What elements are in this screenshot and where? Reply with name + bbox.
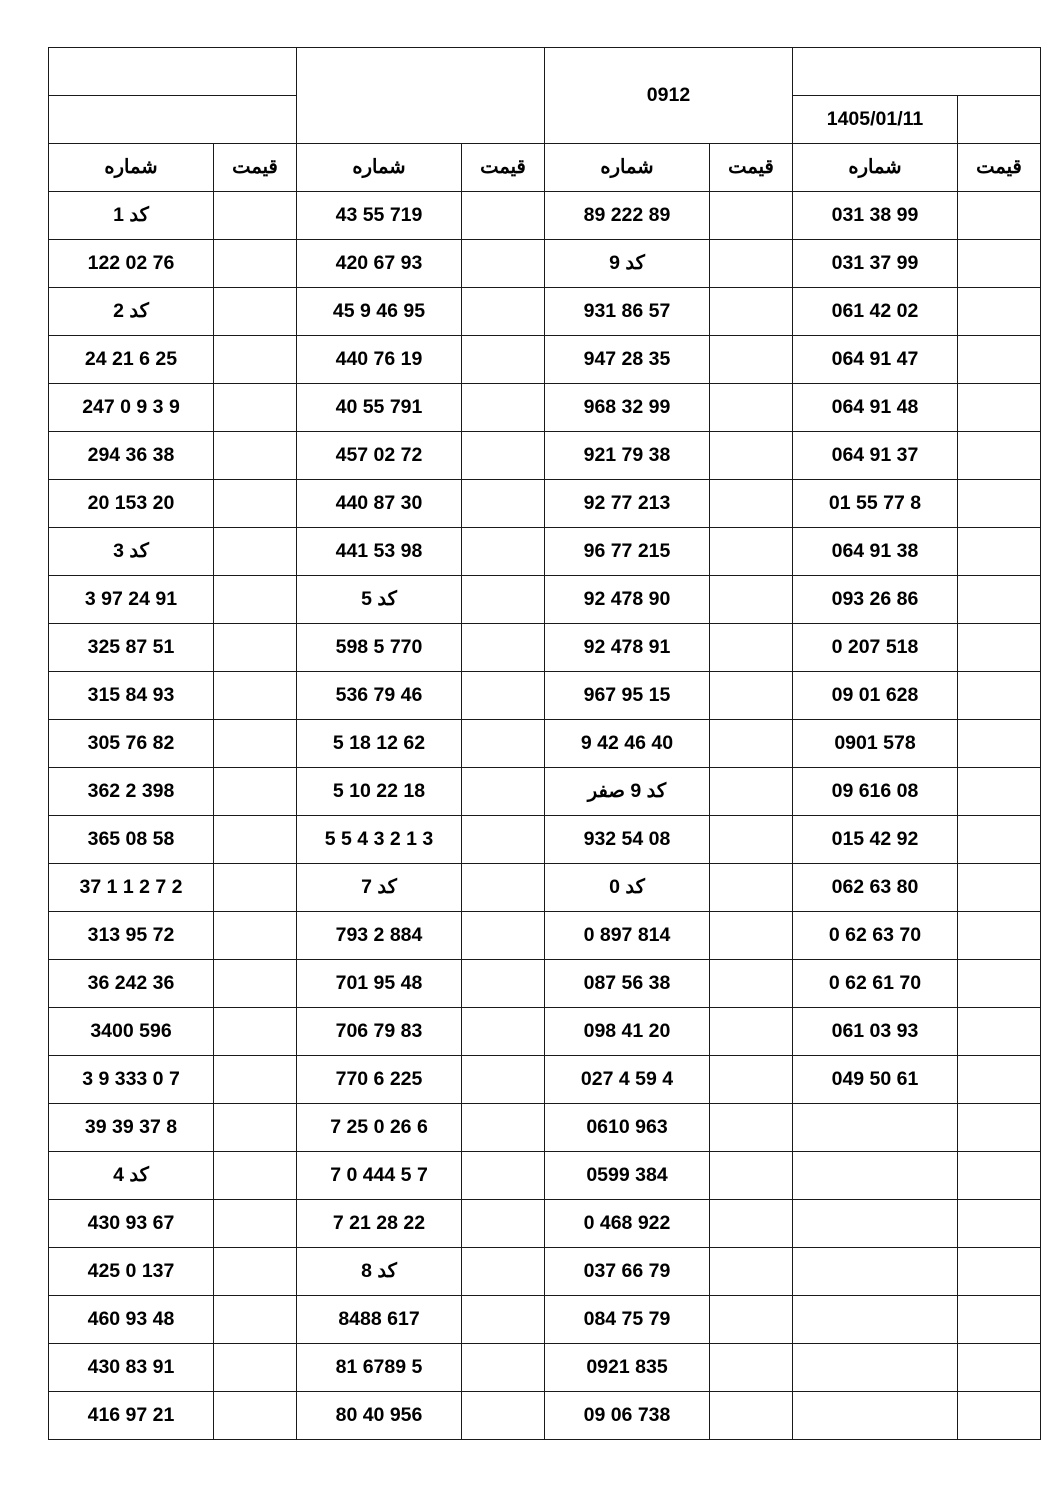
table-row bbox=[49, 240, 1041, 288]
phone-number-cell[interactable]: 062 63 80 bbox=[793, 864, 958, 912]
code-group-label[interactable]: کد 7 bbox=[297, 864, 462, 912]
price-cell[interactable] bbox=[214, 1248, 297, 1296]
column-header-price: قیمت bbox=[462, 144, 545, 192]
price-cell[interactable] bbox=[710, 1392, 793, 1440]
phone-number-cell[interactable]: 43 55 719 bbox=[297, 192, 462, 240]
phone-number-cell[interactable]: 098 41 20 bbox=[545, 1008, 710, 1056]
price-cell[interactable] bbox=[710, 480, 793, 528]
price-cell[interactable] bbox=[214, 240, 297, 288]
table-row bbox=[49, 288, 1041, 336]
price-cell[interactable] bbox=[214, 288, 297, 336]
phone-number-cell[interactable]: 362 2 398 bbox=[49, 768, 214, 816]
price-cell[interactable] bbox=[710, 1008, 793, 1056]
empty-number-cell bbox=[793, 1104, 958, 1152]
price-cell[interactable] bbox=[462, 576, 545, 624]
price-cell[interactable] bbox=[710, 288, 793, 336]
price-cell[interactable] bbox=[710, 1152, 793, 1200]
phone-number-cell[interactable]: 416 97 21 bbox=[49, 1392, 214, 1440]
phone-number-cell[interactable]: 92 478 91 bbox=[545, 624, 710, 672]
phone-number-cell[interactable]: 5 18 12 62 bbox=[297, 720, 462, 768]
phone-number-cell[interactable]: 0610 963 bbox=[545, 1104, 710, 1152]
empty-price-cell bbox=[958, 1296, 1041, 1344]
price-cell[interactable] bbox=[462, 768, 545, 816]
price-cell[interactable] bbox=[710, 1344, 793, 1392]
price-cell[interactable] bbox=[710, 1104, 793, 1152]
table-row bbox=[49, 672, 1041, 720]
phone-number-cell[interactable]: 440 87 30 bbox=[297, 480, 462, 528]
price-cell[interactable] bbox=[958, 672, 1041, 720]
phone-number-cell[interactable]: 064 91 37 bbox=[793, 432, 958, 480]
price-cell[interactable] bbox=[462, 1248, 545, 1296]
header-blank-left-bottom bbox=[49, 96, 297, 144]
price-cell[interactable] bbox=[214, 192, 297, 240]
phone-number-cell[interactable]: 706 79 83 bbox=[297, 1008, 462, 1056]
price-cell[interactable] bbox=[214, 1152, 297, 1200]
phone-number-cell[interactable]: 0 468 922 bbox=[545, 1200, 710, 1248]
price-cell[interactable] bbox=[958, 864, 1041, 912]
price-cell[interactable] bbox=[958, 624, 1041, 672]
price-cell[interactable] bbox=[462, 336, 545, 384]
phone-number-cell[interactable]: 064 91 38 bbox=[793, 528, 958, 576]
price-cell[interactable] bbox=[710, 720, 793, 768]
table-row bbox=[49, 1392, 1041, 1440]
empty-number-cell bbox=[793, 1200, 958, 1248]
table-row bbox=[49, 1200, 1041, 1248]
table-row bbox=[49, 336, 1041, 384]
phone-number-cell[interactable]: 122 02 76 bbox=[49, 240, 214, 288]
price-cell[interactable] bbox=[710, 768, 793, 816]
price-cell[interactable] bbox=[214, 1056, 297, 1104]
phone-number-cell[interactable]: 441 53 98 bbox=[297, 528, 462, 576]
table-row bbox=[49, 624, 1041, 672]
price-cell[interactable] bbox=[710, 528, 793, 576]
price-cell[interactable] bbox=[710, 576, 793, 624]
price-cell[interactable] bbox=[214, 1296, 297, 1344]
phone-number-cell[interactable]: 80 40 956 bbox=[297, 1392, 462, 1440]
code-group-label[interactable]: کد 3 bbox=[49, 528, 214, 576]
phone-number-cell[interactable]: 061 03 93 bbox=[793, 1008, 958, 1056]
price-cell[interactable] bbox=[958, 288, 1041, 336]
table-row bbox=[49, 912, 1041, 960]
price-cell[interactable] bbox=[462, 1056, 545, 1104]
phone-number-cell[interactable]: 084 75 79 bbox=[545, 1296, 710, 1344]
header-blank-right-bottom bbox=[958, 96, 1041, 144]
phone-number-cell[interactable]: 325 87 51 bbox=[49, 624, 214, 672]
code-group-label[interactable]: کد 9 صفر bbox=[545, 768, 710, 816]
sheet-date: 1405/01/11 bbox=[793, 96, 958, 144]
phone-number-cell[interactable]: 947 28 35 bbox=[545, 336, 710, 384]
column-header-number: شماره bbox=[545, 144, 710, 192]
phone-number-cell[interactable]: 701 95 48 bbox=[297, 960, 462, 1008]
price-cell[interactable] bbox=[214, 576, 297, 624]
phone-number-cell[interactable]: 0921 835 bbox=[545, 1344, 710, 1392]
phone-number-cell[interactable]: 770 6 225 bbox=[297, 1056, 462, 1104]
price-cell[interactable] bbox=[958, 1008, 1041, 1056]
phone-number-cell[interactable]: 20 153 20 bbox=[49, 480, 214, 528]
phone-number-cell[interactable]: 45 9 46 95 bbox=[297, 288, 462, 336]
phone-number-cell[interactable]: 598 5 770 bbox=[297, 624, 462, 672]
sheet-title: 0912 bbox=[545, 48, 793, 144]
table-row bbox=[49, 1152, 1041, 1200]
phone-number-cell[interactable]: 01 55 77 8 bbox=[793, 480, 958, 528]
price-cell[interactable] bbox=[462, 1200, 545, 1248]
header-blank-right-top bbox=[793, 48, 1041, 96]
empty-number-cell bbox=[793, 1248, 958, 1296]
phone-number-cell[interactable]: 8488 617 bbox=[297, 1296, 462, 1344]
empty-number-cell bbox=[793, 1344, 958, 1392]
column-header-price: قیمت bbox=[958, 144, 1041, 192]
price-cell[interactable] bbox=[214, 336, 297, 384]
empty-price-cell bbox=[958, 1344, 1041, 1392]
phone-number-cell[interactable]: 064 91 48 bbox=[793, 384, 958, 432]
phone-number-price-table bbox=[48, 47, 1041, 1440]
table-row bbox=[49, 1248, 1041, 1296]
code-group-label[interactable]: کد 5 bbox=[297, 576, 462, 624]
price-cell[interactable] bbox=[710, 912, 793, 960]
phone-number-cell[interactable]: 315 84 93 bbox=[49, 672, 214, 720]
empty-price-cell bbox=[958, 1104, 1041, 1152]
price-cell[interactable] bbox=[214, 1200, 297, 1248]
phone-number-cell[interactable]: 5 10 22 18 bbox=[297, 768, 462, 816]
price-cell[interactable] bbox=[710, 624, 793, 672]
empty-number-cell bbox=[793, 1296, 958, 1344]
table-row bbox=[49, 480, 1041, 528]
phone-number-cell[interactable]: 9 42 46 40 bbox=[545, 720, 710, 768]
table-row bbox=[49, 192, 1041, 240]
phone-number-cell[interactable]: 37 1 1 2 7 2 bbox=[49, 864, 214, 912]
price-cell[interactable] bbox=[462, 240, 545, 288]
price-cell[interactable] bbox=[958, 576, 1041, 624]
column-header-number: شماره bbox=[793, 144, 958, 192]
phone-number-cell[interactable]: 36 242 36 bbox=[49, 960, 214, 1008]
phone-number-cell[interactable]: 430 93 67 bbox=[49, 1200, 214, 1248]
price-cell[interactable] bbox=[710, 672, 793, 720]
price-cell[interactable] bbox=[214, 1104, 297, 1152]
price-cell[interactable] bbox=[958, 960, 1041, 1008]
phone-number-cell[interactable]: 921 79 38 bbox=[545, 432, 710, 480]
phone-number-cell[interactable]: 430 83 91 bbox=[49, 1344, 214, 1392]
price-cell[interactable] bbox=[710, 960, 793, 1008]
phone-number-cell[interactable]: 96 77 215 bbox=[545, 528, 710, 576]
price-cell[interactable] bbox=[958, 912, 1041, 960]
price-cell[interactable] bbox=[214, 1392, 297, 1440]
phone-number-cell[interactable]: 061 42 02 bbox=[793, 288, 958, 336]
phone-number-cell[interactable]: 0 897 814 bbox=[545, 912, 710, 960]
price-cell[interactable] bbox=[710, 240, 793, 288]
table-row bbox=[49, 528, 1041, 576]
phone-number-cell[interactable]: 7 0 444 5 7 bbox=[297, 1152, 462, 1200]
phone-number-cell[interactable]: 294 36 38 bbox=[49, 432, 214, 480]
phone-number-cell[interactable]: 015 42 92 bbox=[793, 816, 958, 864]
table-row bbox=[49, 384, 1041, 432]
phone-number-cell[interactable]: 7 21 28 22 bbox=[297, 1200, 462, 1248]
phone-number-cell[interactable]: 247 0 9 3 9 bbox=[49, 384, 214, 432]
phone-number-cell[interactable]: 093 26 86 bbox=[793, 576, 958, 624]
price-cell[interactable] bbox=[214, 432, 297, 480]
table-row bbox=[49, 720, 1041, 768]
price-cell[interactable] bbox=[958, 480, 1041, 528]
column-header-price: قیمت bbox=[710, 144, 793, 192]
phone-number-cell[interactable]: 460 93 48 bbox=[49, 1296, 214, 1344]
price-cell[interactable] bbox=[958, 384, 1041, 432]
header-blank-second bbox=[297, 48, 545, 144]
price-cell[interactable] bbox=[462, 912, 545, 960]
phone-number-cell[interactable]: 0 62 61 70 bbox=[793, 960, 958, 1008]
phone-number-cell[interactable]: 09 06 738 bbox=[545, 1392, 710, 1440]
price-cell[interactable] bbox=[462, 1104, 545, 1152]
empty-number-cell bbox=[793, 1392, 958, 1440]
code-group-label[interactable]: کد 9 bbox=[545, 240, 710, 288]
table-row bbox=[49, 864, 1041, 912]
code-group-label[interactable]: کد 0 bbox=[545, 864, 710, 912]
price-cell[interactable] bbox=[462, 1152, 545, 1200]
phone-number-cell[interactable]: 81 6789 5 bbox=[297, 1344, 462, 1392]
table-row bbox=[49, 1344, 1041, 1392]
phone-number-cell[interactable]: 40 55 791 bbox=[297, 384, 462, 432]
price-cell[interactable] bbox=[710, 1248, 793, 1296]
price-cell[interactable] bbox=[462, 1008, 545, 1056]
price-cell[interactable] bbox=[958, 768, 1041, 816]
price-cell[interactable] bbox=[462, 864, 545, 912]
price-cell[interactable] bbox=[462, 1296, 545, 1344]
price-cell[interactable] bbox=[958, 528, 1041, 576]
price-cell[interactable] bbox=[462, 432, 545, 480]
phone-number-cell[interactable]: 968 32 99 bbox=[545, 384, 710, 432]
phone-number-cell[interactable]: 457 02 72 bbox=[297, 432, 462, 480]
phone-number-cell[interactable]: 3 97 24 91 bbox=[49, 576, 214, 624]
empty-price-cell bbox=[958, 1200, 1041, 1248]
phone-number-cell[interactable]: 027 4 59 4 bbox=[545, 1056, 710, 1104]
price-cell[interactable] bbox=[214, 1008, 297, 1056]
price-cell[interactable] bbox=[958, 816, 1041, 864]
phone-number-cell[interactable]: 031 37 99 bbox=[793, 240, 958, 288]
price-cell[interactable] bbox=[462, 480, 545, 528]
phone-number-cell[interactable]: 793 2 884 bbox=[297, 912, 462, 960]
price-cell[interactable] bbox=[958, 1056, 1041, 1104]
price-cell[interactable] bbox=[214, 960, 297, 1008]
price-cell[interactable] bbox=[462, 672, 545, 720]
phone-number-cell[interactable]: 92 478 90 bbox=[545, 576, 710, 624]
price-cell[interactable] bbox=[462, 816, 545, 864]
price-cell[interactable] bbox=[710, 1200, 793, 1248]
table-row bbox=[49, 1104, 1041, 1152]
phone-number-cell[interactable]: 064 91 47 bbox=[793, 336, 958, 384]
table-row bbox=[49, 816, 1041, 864]
code-group-label[interactable]: کد 1 bbox=[49, 192, 214, 240]
price-cell[interactable] bbox=[214, 480, 297, 528]
price-cell[interactable] bbox=[214, 528, 297, 576]
phone-number-cell[interactable]: 0 207 518 bbox=[793, 624, 958, 672]
phone-number-cell[interactable]: 5 5 4 3 2 1 3 bbox=[297, 816, 462, 864]
price-cell[interactable] bbox=[958, 240, 1041, 288]
phone-number-cell[interactable]: 305 76 82 bbox=[49, 720, 214, 768]
table-row bbox=[49, 960, 1041, 1008]
price-cell[interactable] bbox=[958, 432, 1041, 480]
price-cell[interactable] bbox=[462, 624, 545, 672]
price-cell[interactable] bbox=[710, 816, 793, 864]
phone-number-cell[interactable]: 087 56 38 bbox=[545, 960, 710, 1008]
price-cell[interactable] bbox=[214, 720, 297, 768]
phone-number-cell[interactable]: 425 0 137 bbox=[49, 1248, 214, 1296]
price-cell[interactable] bbox=[214, 1344, 297, 1392]
phone-number-cell[interactable]: 92 77 213 bbox=[545, 480, 710, 528]
code-group-label[interactable]: کد 2 bbox=[49, 288, 214, 336]
price-cell[interactable] bbox=[710, 1296, 793, 1344]
phone-number-cell[interactable]: 39 39 37 8 bbox=[49, 1104, 214, 1152]
phone-number-cell[interactable]: 0 62 63 70 bbox=[793, 912, 958, 960]
phone-number-cell[interactable]: 3400 596 bbox=[49, 1008, 214, 1056]
phone-number-cell[interactable]: 967 95 15 bbox=[545, 672, 710, 720]
price-cell[interactable] bbox=[214, 864, 297, 912]
phone-number-cell[interactable]: 365 08 58 bbox=[49, 816, 214, 864]
table-row bbox=[49, 1296, 1041, 1344]
price-cell[interactable] bbox=[958, 336, 1041, 384]
price-cell[interactable] bbox=[462, 1344, 545, 1392]
price-cell[interactable] bbox=[462, 528, 545, 576]
phone-number-cell[interactable]: 0901 578 bbox=[793, 720, 958, 768]
price-cell[interactable] bbox=[710, 432, 793, 480]
phone-number-cell[interactable]: 0599 384 bbox=[545, 1152, 710, 1200]
price-cell[interactable] bbox=[214, 624, 297, 672]
price-cell[interactable] bbox=[958, 192, 1041, 240]
table-row bbox=[49, 1008, 1041, 1056]
empty-number-cell bbox=[793, 1152, 958, 1200]
phone-number-cell[interactable]: 031 38 99 bbox=[793, 192, 958, 240]
price-cell[interactable] bbox=[462, 1392, 545, 1440]
price-cell[interactable] bbox=[958, 720, 1041, 768]
price-cell[interactable] bbox=[710, 336, 793, 384]
price-cell[interactable] bbox=[214, 912, 297, 960]
table-row bbox=[49, 576, 1041, 624]
phone-number-cell[interactable]: 420 67 93 bbox=[297, 240, 462, 288]
phone-number-cell[interactable]: 7 25 0 26 6 bbox=[297, 1104, 462, 1152]
phone-number-cell[interactable]: 09 01 628 bbox=[793, 672, 958, 720]
price-cell[interactable] bbox=[214, 768, 297, 816]
table-body bbox=[49, 48, 1041, 1440]
code-group-label[interactable]: کد 8 bbox=[297, 1248, 462, 1296]
phone-number-cell[interactable]: 049 50 61 bbox=[793, 1056, 958, 1104]
phone-number-cell[interactable]: 536 79 46 bbox=[297, 672, 462, 720]
table-row bbox=[49, 432, 1041, 480]
empty-price-cell bbox=[958, 1152, 1041, 1200]
phone-number-cell[interactable]: 313 95 72 bbox=[49, 912, 214, 960]
column-header-number: شماره bbox=[49, 144, 214, 192]
phone-number-cell[interactable]: 440 76 19 bbox=[297, 336, 462, 384]
header-blank-left-top bbox=[49, 48, 297, 96]
price-cell[interactable] bbox=[462, 288, 545, 336]
price-cell[interactable] bbox=[214, 384, 297, 432]
price-cell[interactable] bbox=[462, 720, 545, 768]
price-cell[interactable] bbox=[214, 672, 297, 720]
empty-price-cell bbox=[958, 1392, 1041, 1440]
price-cell[interactable] bbox=[462, 384, 545, 432]
empty-price-cell bbox=[958, 1248, 1041, 1296]
phone-number-cell[interactable]: 932 54 08 bbox=[545, 816, 710, 864]
phone-number-cell[interactable]: 89 222 89 bbox=[545, 192, 710, 240]
table-row bbox=[49, 768, 1041, 816]
price-cell[interactable] bbox=[462, 960, 545, 1008]
price-cell[interactable] bbox=[710, 1056, 793, 1104]
table-row bbox=[49, 1056, 1041, 1104]
column-header-row bbox=[49, 144, 1041, 192]
price-cell[interactable] bbox=[214, 816, 297, 864]
price-cell[interactable] bbox=[462, 192, 545, 240]
phone-number-cell[interactable]: 037 66 79 bbox=[545, 1248, 710, 1296]
price-cell[interactable] bbox=[710, 864, 793, 912]
price-cell[interactable] bbox=[710, 192, 793, 240]
price-cell[interactable] bbox=[710, 384, 793, 432]
phone-number-cell[interactable]: 09 616 08 bbox=[793, 768, 958, 816]
phone-number-cell[interactable]: 931 86 57 bbox=[545, 288, 710, 336]
column-header-number: شماره bbox=[297, 144, 462, 192]
column-header-price: قیمت bbox=[214, 144, 297, 192]
phone-number-cell[interactable]: 24 21 6 25 bbox=[49, 336, 214, 384]
phone-number-cell[interactable]: 3 9 333 0 7 bbox=[49, 1056, 214, 1104]
header-row-top bbox=[49, 48, 1041, 96]
code-group-label[interactable]: کد 4 bbox=[49, 1152, 214, 1200]
